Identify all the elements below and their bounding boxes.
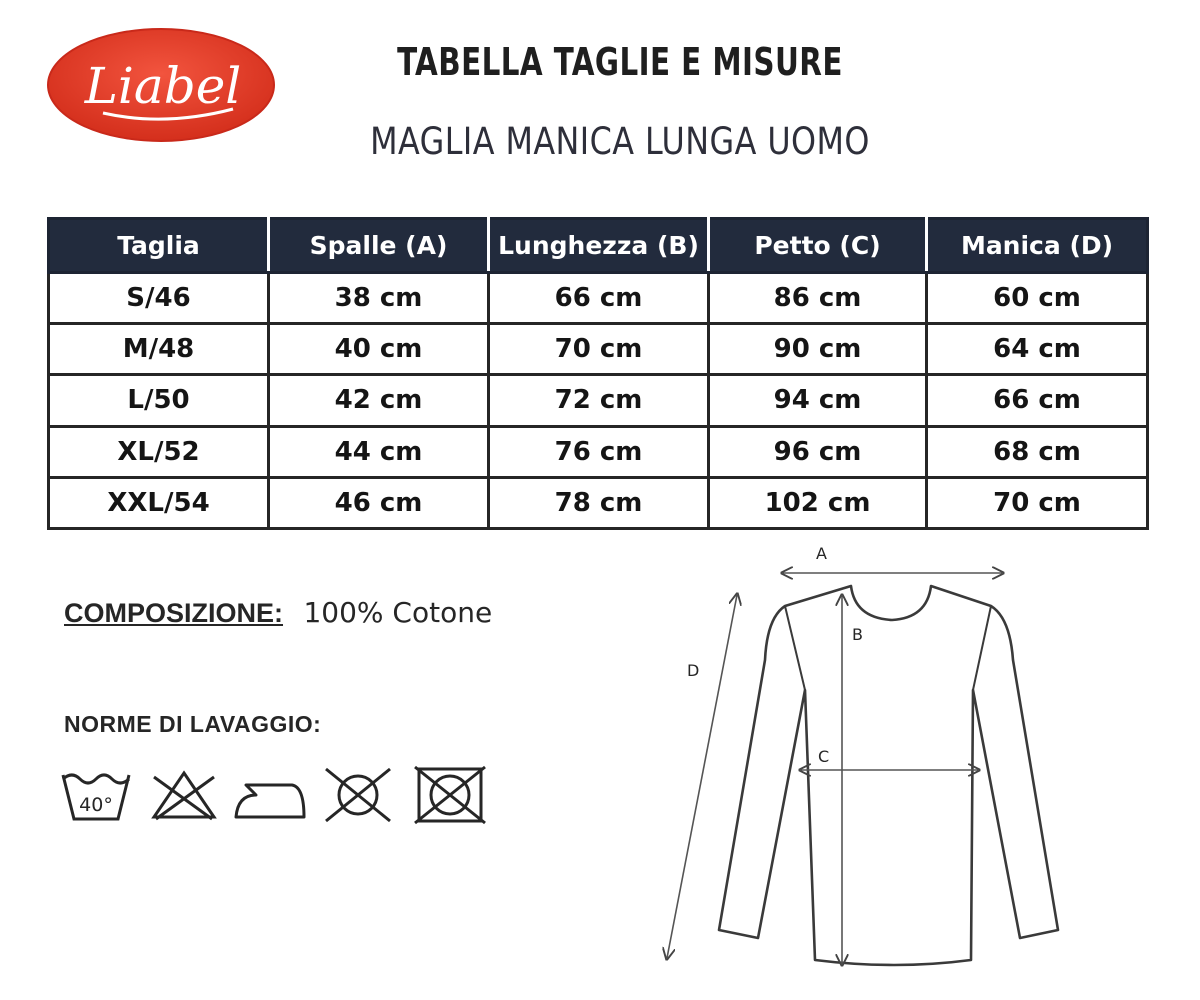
table-cell: XL/52 bbox=[49, 426, 269, 477]
table-cell: 72 cm bbox=[489, 375, 709, 426]
column-header: Taglia bbox=[49, 219, 269, 273]
column-header: Spalle (A) bbox=[269, 219, 489, 273]
column-header: Petto (C) bbox=[709, 219, 927, 273]
table-cell: 40 cm bbox=[269, 324, 489, 375]
table-cell: 78 cm bbox=[489, 477, 709, 528]
table-header-row bbox=[49, 219, 1148, 273]
composition-label: COMPOSIZIONE: bbox=[64, 598, 284, 628]
table-row bbox=[49, 426, 1148, 477]
wash-temp-label: 40° bbox=[79, 794, 113, 816]
table-cell: M/48 bbox=[49, 324, 269, 375]
table-cell: L/50 bbox=[49, 375, 269, 426]
table-cell: 66 cm bbox=[489, 273, 709, 324]
table-cell: S/46 bbox=[49, 273, 269, 324]
table-cell: 96 cm bbox=[709, 426, 927, 477]
logo-text: Liabel bbox=[84, 57, 242, 115]
table-cell: 70 cm bbox=[489, 324, 709, 375]
table-cell: 46 cm bbox=[269, 477, 489, 528]
table-cell: 68 cm bbox=[927, 426, 1148, 477]
table-cell: 70 cm bbox=[927, 477, 1148, 528]
column-header: Manica (D) bbox=[927, 219, 1148, 273]
care-heading: NORME DI LAVAGGIO: bbox=[64, 711, 322, 737]
table-cell: 90 cm bbox=[709, 324, 927, 375]
table-row bbox=[49, 324, 1148, 375]
table-row bbox=[49, 477, 1148, 528]
table-cell: 94 cm bbox=[709, 375, 927, 426]
table-row bbox=[49, 273, 1148, 324]
table-cell: 66 cm bbox=[927, 375, 1148, 426]
no-bleach-icon bbox=[146, 765, 222, 825]
table-cell: 102 cm bbox=[709, 477, 927, 528]
shirt-diagram bbox=[655, 540, 1075, 980]
page-title: TABELLA TAGLIE E MISURE bbox=[397, 40, 843, 84]
wash-40-icon bbox=[60, 765, 132, 825]
table-cell: 76 cm bbox=[489, 426, 709, 477]
table-cell: XXL/54 bbox=[49, 477, 269, 528]
column-header: Lunghezza (B) bbox=[489, 219, 709, 273]
table-cell: 86 cm bbox=[709, 273, 927, 324]
page-subtitle: MAGLIA MANICA LUNGA UOMO bbox=[370, 120, 870, 163]
brand-logo bbox=[45, 27, 277, 144]
composition-value: 100% Cotone bbox=[303, 596, 493, 629]
no-tumble-dry-icon bbox=[318, 765, 398, 825]
table-cell: 44 cm bbox=[269, 426, 489, 477]
no-dry-clean-box-icon bbox=[413, 765, 489, 825]
label-d: D bbox=[687, 661, 700, 680]
label-c: C bbox=[818, 747, 830, 766]
label-b: B bbox=[852, 625, 863, 644]
composition bbox=[64, 596, 492, 629]
label-a: A bbox=[816, 544, 827, 563]
size-table bbox=[47, 217, 1149, 530]
iron-icon bbox=[232, 765, 308, 825]
table-cell: 42 cm bbox=[269, 375, 489, 426]
table-cell: 38 cm bbox=[269, 273, 489, 324]
table-cell: 64 cm bbox=[927, 324, 1148, 375]
table-cell: 60 cm bbox=[927, 273, 1148, 324]
table-row bbox=[49, 375, 1148, 426]
